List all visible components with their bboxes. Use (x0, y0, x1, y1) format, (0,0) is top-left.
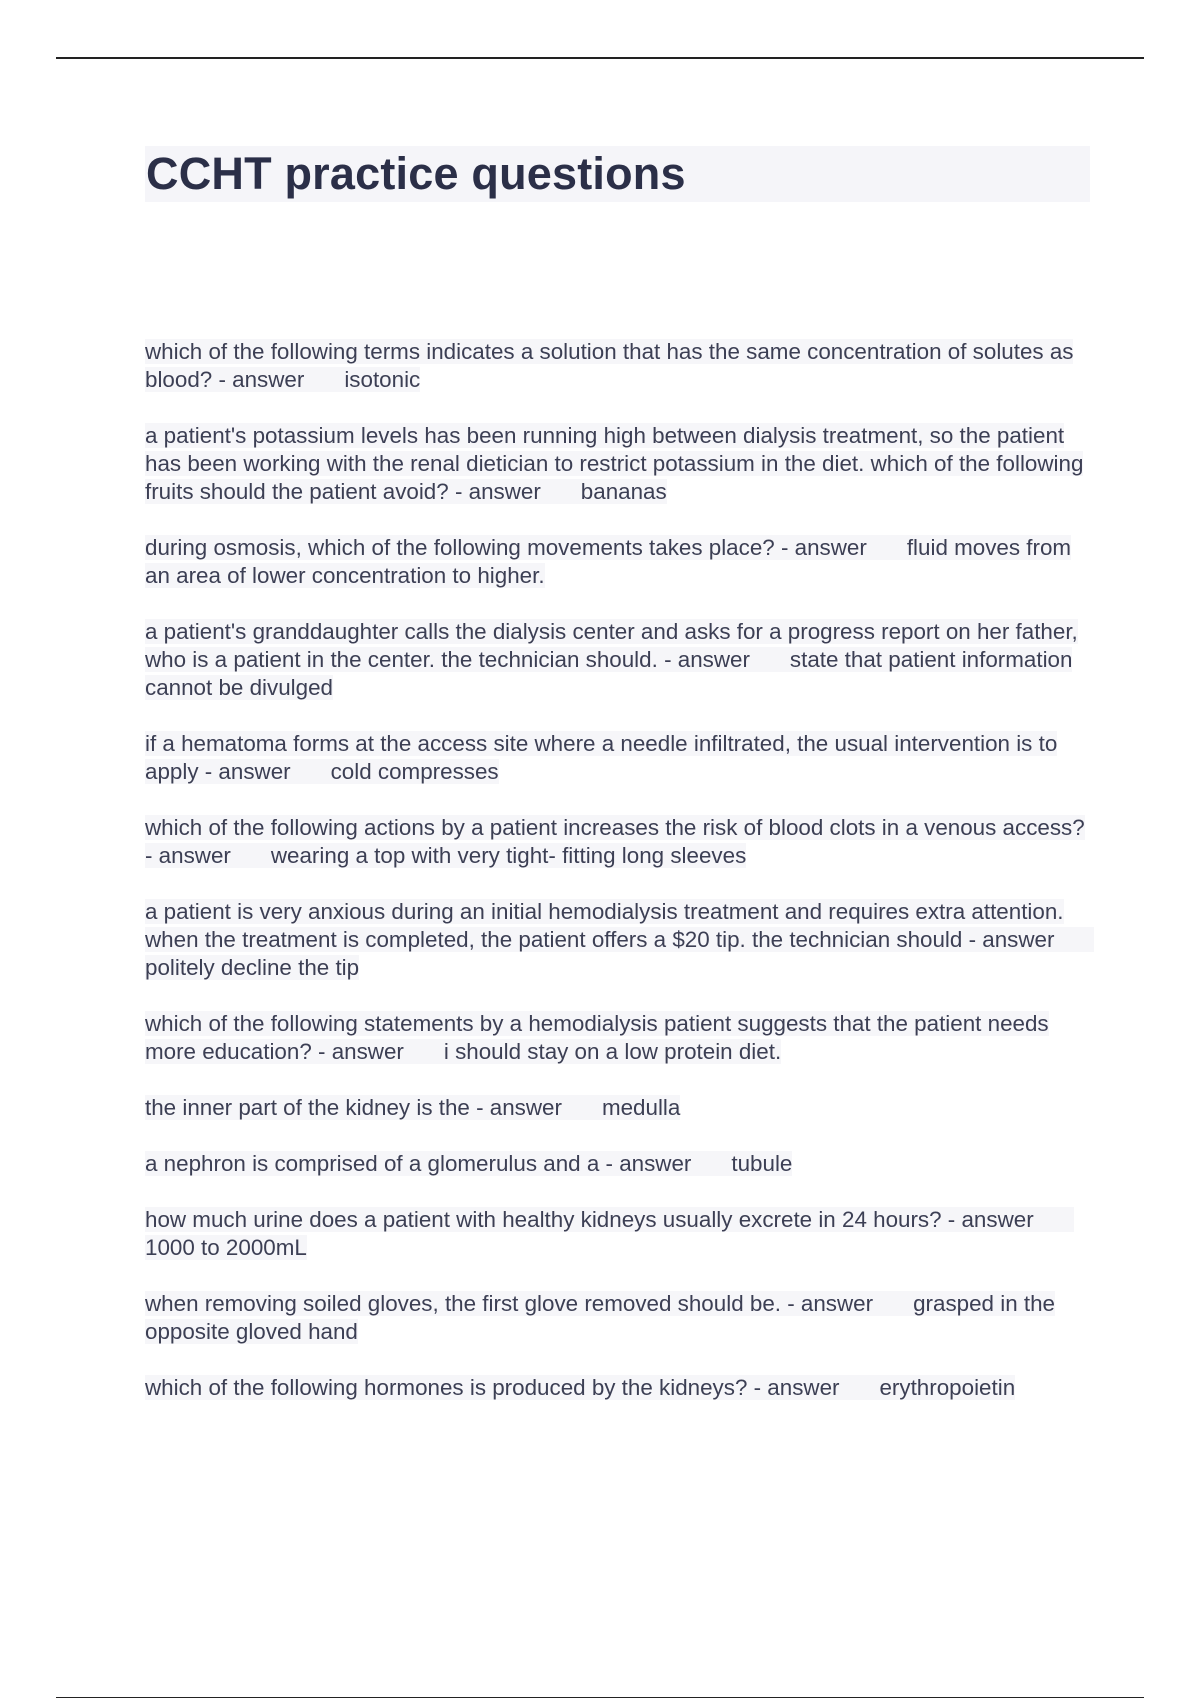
question-text: which of the following terms indicates a solution that has the same concentration of solutes as blood? (145, 339, 1074, 392)
answer-label: - answer (962, 927, 1055, 952)
answer-text: medulla (601, 1095, 681, 1120)
qa-item (145, 338, 1095, 394)
answer-text: isotonic (344, 367, 421, 392)
qa-item (145, 1374, 1095, 1402)
answer-label: - answer (657, 647, 750, 672)
qa-item (145, 730, 1095, 786)
question-text: a patient's granddaughter calls the dialysis center and asks for a progress report on her father, who is a patient in the center. the technician should. (145, 619, 1078, 672)
answer-label: - answer (198, 759, 291, 784)
qa-item (145, 618, 1095, 702)
qa-item (145, 422, 1095, 506)
answer-text: tubule (731, 1151, 793, 1176)
answer-text: 1000 to 2000mL (145, 1235, 307, 1260)
question-list (145, 338, 1095, 1430)
answer-label: - answer (469, 1095, 562, 1120)
qa-item (145, 1290, 1095, 1346)
question-text: which of the following hormones is produced by the kidneys? (145, 1375, 748, 1400)
page-title: CCHT practice questions (146, 148, 686, 199)
qa-item (145, 898, 1095, 982)
answer-text: bananas (580, 479, 667, 504)
answer-label: - answer (941, 1207, 1034, 1232)
qa-item (145, 1206, 1095, 1262)
question-text: which of the following statements by a hemodialysis patient suggests that the patient needs more education? (145, 1011, 1049, 1064)
question-text: which of the following actions by a patient increases the risk of blood clots in a venous access? (145, 815, 1085, 840)
qa-item (145, 534, 1095, 590)
question-text: the inner part of the kidney is the (145, 1095, 470, 1120)
question-text: during osmosis, which of the following movements takes place? (145, 535, 775, 560)
question-text: a patient's potassium levels has been running high between dialysis treatment, so the patient has been working with the renal dietician to restrict potassium in the diet. which of the following fruits should the patient avoid? (145, 423, 1084, 504)
answer-label: - answer (774, 535, 867, 560)
answer-label: - answer (212, 367, 305, 392)
answer-text: cold compresses (330, 759, 499, 784)
qa-item (145, 1010, 1095, 1066)
answer-label: - answer (145, 843, 231, 868)
answer-text: state that patient information cannot be divulged (145, 647, 1073, 700)
question-text: when removing soiled gloves, the first glove removed should be. (145, 1291, 781, 1316)
answer-label: - answer (448, 479, 541, 504)
qa-item (145, 814, 1095, 870)
answer-text: fluid moves from an area of lower concentration to higher. (145, 535, 1072, 588)
bottom-divider (56, 1697, 1144, 1698)
answer-label: - answer (781, 1291, 874, 1316)
qa-item (145, 1094, 1095, 1122)
question-text: a patient is very anxious during an initial hemodialysis treatment and requires extra attention. when the treatment is completed, the patient offers a $20 tip. the technician should (145, 899, 1064, 952)
question-text: a nephron is comprised of a glomerulus and a (145, 1151, 600, 1176)
top-divider (56, 57, 1144, 59)
question-text: how much urine does a patient with healthy kidneys usually excrete in 24 hours? (145, 1207, 942, 1232)
answer-text: wearing a top with very tight- fitting long sleeves (270, 843, 747, 868)
question-text: if a hematoma forms at the access site where a needle infiltrated, the usual intervention is to apply (145, 731, 1058, 784)
qa-item (145, 1150, 1095, 1178)
answer-text: erythropoietin (879, 1375, 1016, 1400)
answer-label: - answer (747, 1375, 840, 1400)
answer-label: - answer (311, 1039, 404, 1064)
answer-label: - answer (599, 1151, 692, 1176)
answer-text: grasped in the opposite gloved hand (145, 1291, 1055, 1344)
answer-text: politely decline the tip (145, 955, 360, 980)
answer-text: i should stay on a low protein diet. (443, 1039, 782, 1064)
